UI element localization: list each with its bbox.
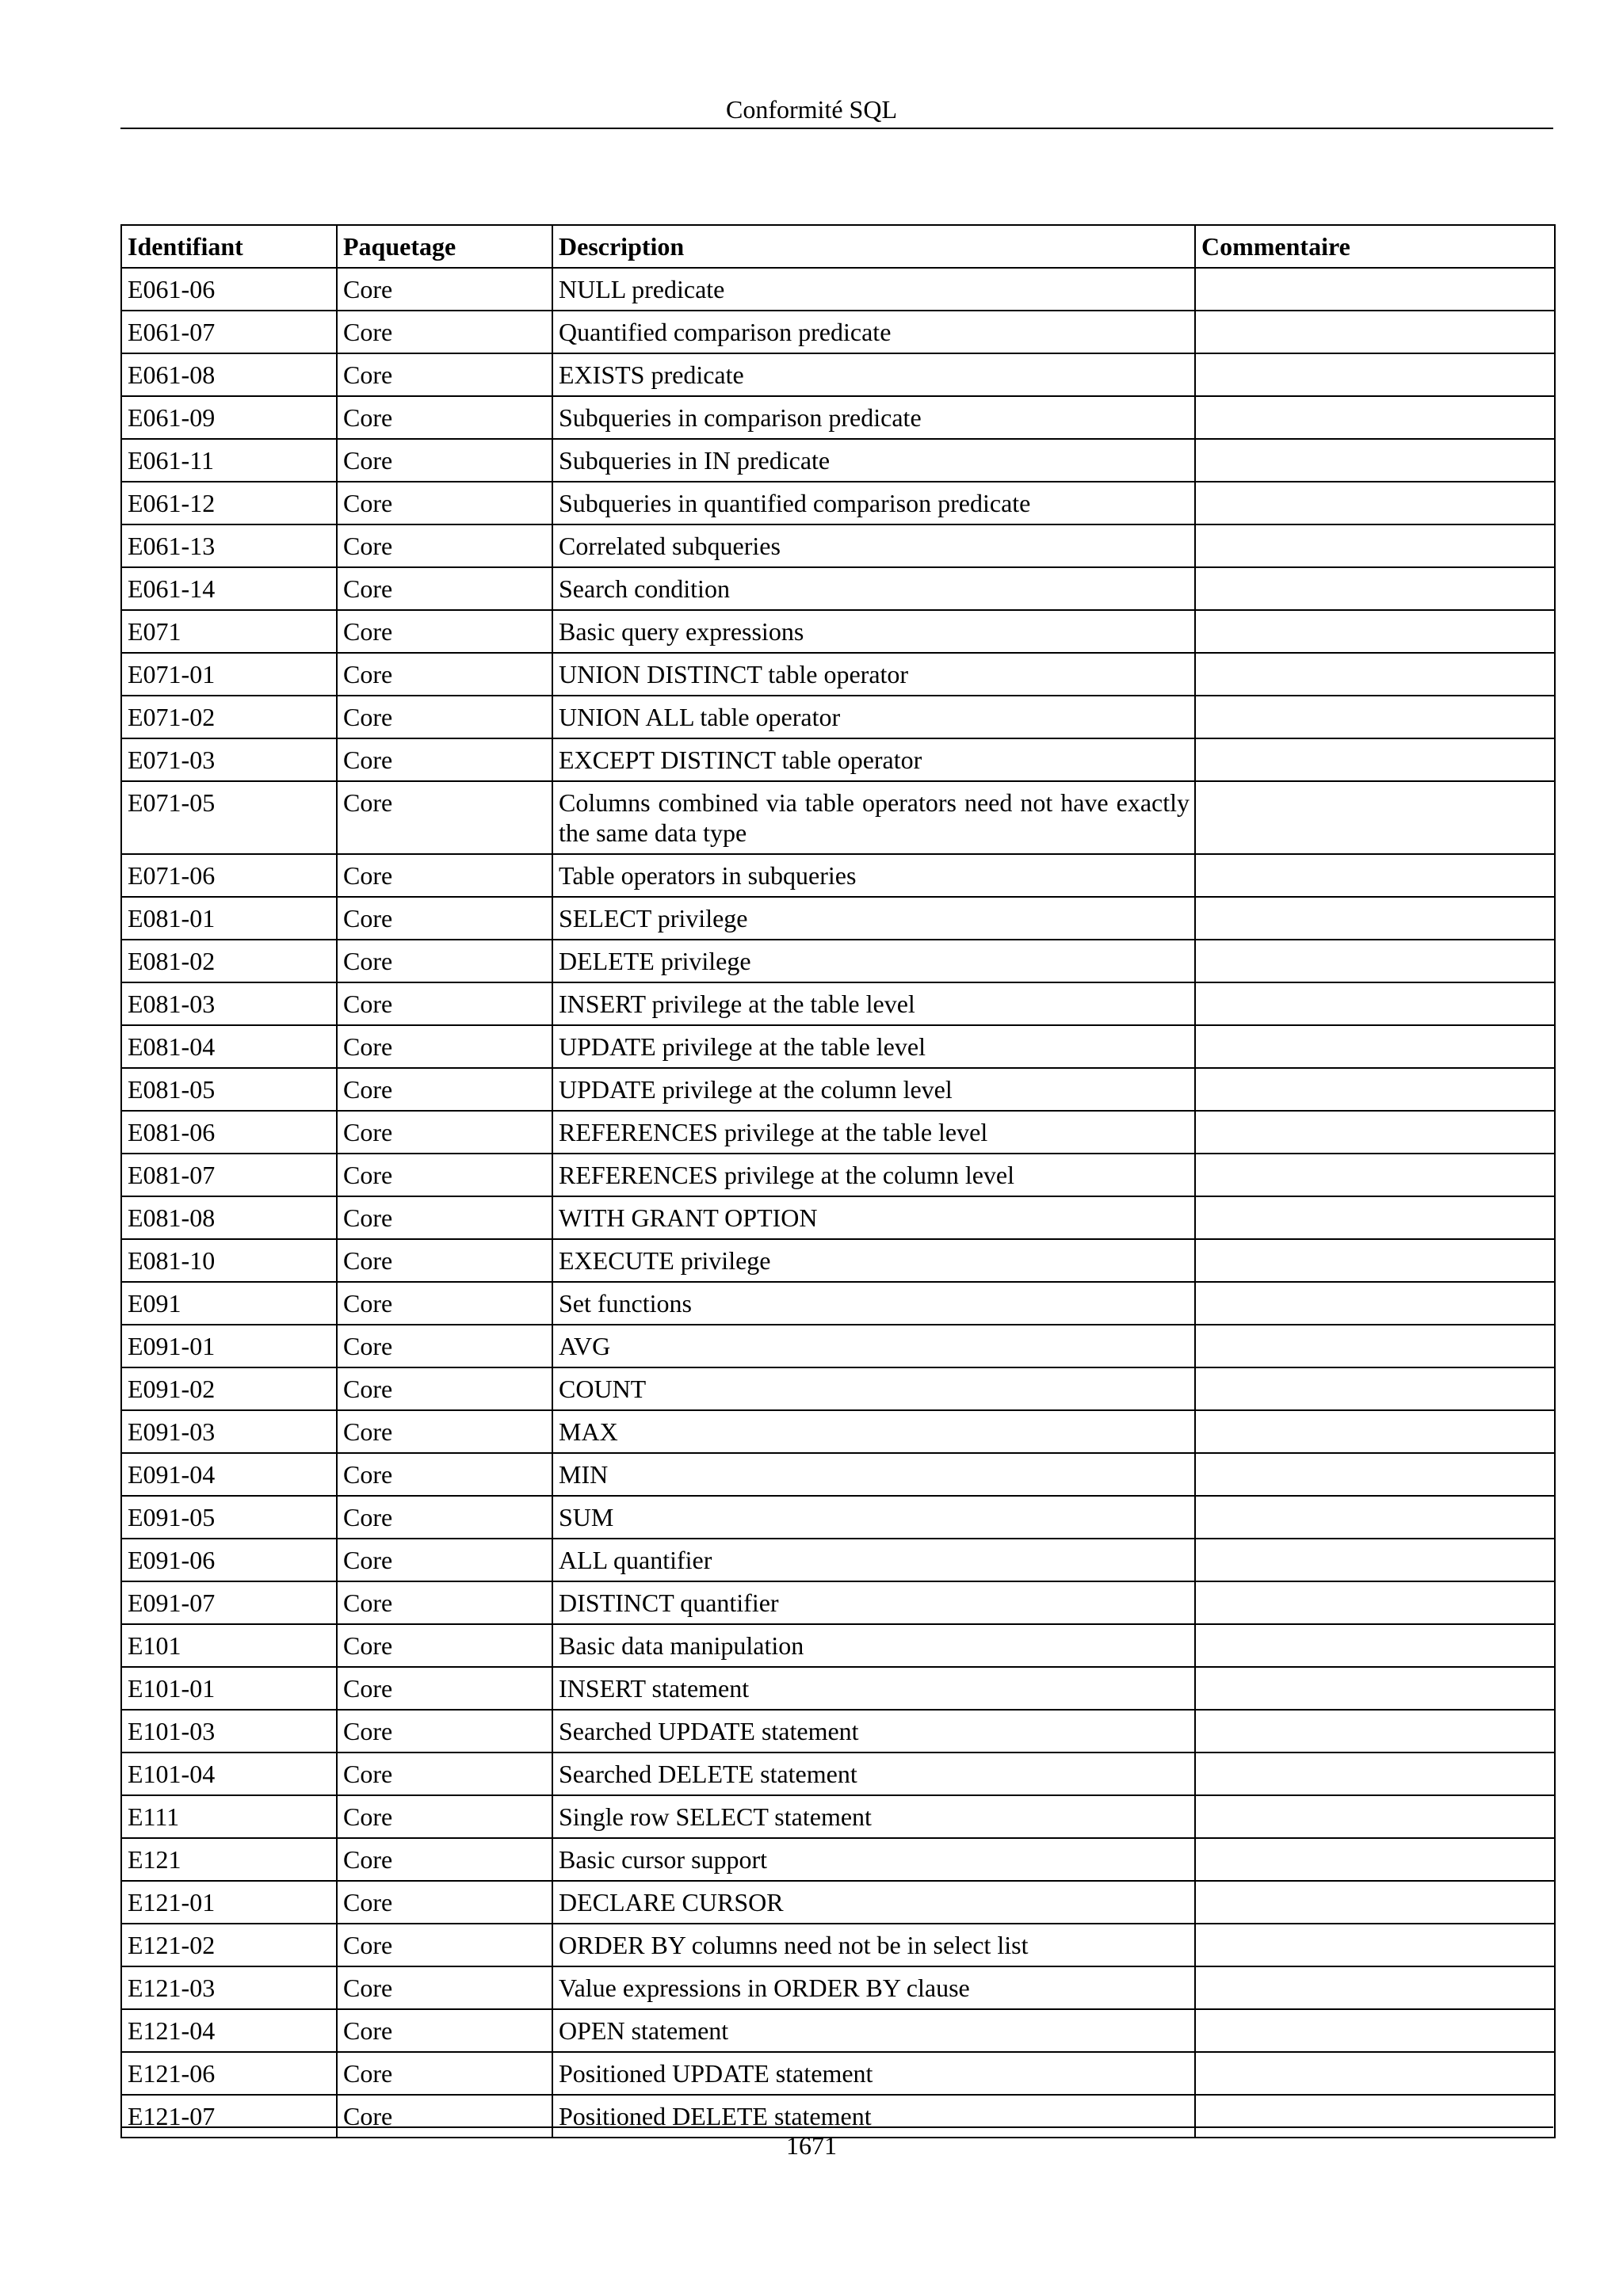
cell-identifiant: E121-06 (121, 2052, 337, 2095)
cell-paquetage: Core (337, 610, 552, 653)
cell-description: Basic cursor support (552, 1838, 1195, 1881)
table-row (121, 1795, 1555, 1838)
table-row (121, 311, 1555, 353)
cell-description: Set functions (552, 1282, 1195, 1325)
cell-description: UPDATE privilege at the table level (552, 1025, 1195, 1068)
table-row (121, 1924, 1555, 1966)
cell-description: Table operators in subqueries (552, 854, 1195, 897)
cell-identifiant: E081-07 (121, 1154, 337, 1196)
cell-commentaire (1195, 781, 1555, 854)
cell-paquetage: Core (337, 2009, 552, 2052)
cell-identifiant: E081-05 (121, 1068, 337, 1111)
table-row (121, 396, 1555, 439)
cell-paquetage: Core (337, 696, 552, 738)
table-row (121, 2052, 1555, 2095)
table-row (121, 1539, 1555, 1581)
table-row (121, 1667, 1555, 1710)
cell-identifiant: E121 (121, 1838, 337, 1881)
footer-divider (120, 2126, 1553, 2128)
cell-description: INSERT statement (552, 1667, 1195, 1710)
table-header (121, 225, 1555, 268)
table-row (121, 1624, 1555, 1667)
table-row (121, 940, 1555, 982)
cell-commentaire (1195, 1025, 1555, 1068)
cell-description: Searched DELETE statement (552, 1753, 1195, 1795)
cell-identifiant: E061-08 (121, 353, 337, 396)
cell-description: ALL quantifier (552, 1539, 1195, 1581)
table-row (121, 1367, 1555, 1410)
cell-commentaire (1195, 1667, 1555, 1710)
cell-paquetage: Core (337, 1624, 552, 1667)
table-row (121, 1154, 1555, 1196)
cell-commentaire (1195, 738, 1555, 781)
cell-identifiant: E091-07 (121, 1581, 337, 1624)
table-row (121, 439, 1555, 482)
cell-paquetage: Core (337, 854, 552, 897)
cell-commentaire (1195, 1539, 1555, 1581)
table-row (121, 1710, 1555, 1753)
conformance-table (120, 224, 1556, 2138)
cell-commentaire (1195, 854, 1555, 897)
cell-description: Subqueries in IN predicate (552, 439, 1195, 482)
cell-commentaire (1195, 1624, 1555, 1667)
cell-identifiant: E061-13 (121, 524, 337, 567)
table-row (121, 1581, 1555, 1624)
cell-identifiant: E081-01 (121, 897, 337, 940)
cell-paquetage: Core (337, 1282, 552, 1325)
cell-paquetage: Core (337, 1154, 552, 1196)
cell-identifiant: E121-02 (121, 1924, 337, 1966)
cell-description: DELETE privilege (552, 940, 1195, 982)
cell-description: EXISTS predicate (552, 353, 1195, 396)
cell-commentaire (1195, 396, 1555, 439)
cell-commentaire (1195, 482, 1555, 524)
table-row (121, 1453, 1555, 1496)
cell-paquetage: Core (337, 1496, 552, 1539)
cell-commentaire (1195, 1581, 1555, 1624)
cell-identifiant: E081-06 (121, 1111, 337, 1154)
cell-description: DISTINCT quantifier (552, 1581, 1195, 1624)
cell-commentaire (1195, 1282, 1555, 1325)
cell-identifiant: E061-12 (121, 482, 337, 524)
cell-paquetage: Core (337, 1239, 552, 1282)
cell-identifiant: E121-04 (121, 2009, 337, 2052)
cell-description: NULL predicate (552, 268, 1195, 311)
cell-identifiant: E081-04 (121, 1025, 337, 1068)
cell-description: OPEN statement (552, 2009, 1195, 2052)
table-body (121, 268, 1555, 2138)
cell-paquetage: Core (337, 1581, 552, 1624)
column-header-identifiant: Identifiant (121, 225, 337, 268)
cell-description: COUNT (552, 1367, 1195, 1410)
table-row (121, 738, 1555, 781)
cell-paquetage: Core (337, 1838, 552, 1881)
cell-commentaire (1195, 1154, 1555, 1196)
cell-commentaire (1195, 1881, 1555, 1924)
cell-paquetage: Core (337, 1111, 552, 1154)
cell-identifiant: E091-02 (121, 1367, 337, 1410)
table-row (121, 1410, 1555, 1453)
cell-identifiant: E091-01 (121, 1325, 337, 1367)
cell-paquetage: Core (337, 567, 552, 610)
table-row (121, 696, 1555, 738)
cell-description: Subqueries in comparison predicate (552, 396, 1195, 439)
table-row (121, 524, 1555, 567)
cell-paquetage: Core (337, 1325, 552, 1367)
table-row (121, 1111, 1555, 1154)
cell-paquetage: Core (337, 781, 552, 854)
cell-identifiant: E071-03 (121, 738, 337, 781)
cell-commentaire (1195, 1710, 1555, 1753)
cell-commentaire (1195, 311, 1555, 353)
cell-description: UPDATE privilege at the column level (552, 1068, 1195, 1111)
table-row (121, 1881, 1555, 1924)
cell-paquetage: Core (337, 482, 552, 524)
cell-identifiant: E101-03 (121, 1710, 337, 1753)
cell-description: SELECT privilege (552, 897, 1195, 940)
cell-identifiant: E081-08 (121, 1196, 337, 1239)
cell-commentaire (1195, 268, 1555, 311)
table-row (121, 854, 1555, 897)
cell-description: Value expressions in ORDER BY clause (552, 1966, 1195, 2009)
table-row (121, 1838, 1555, 1881)
cell-commentaire (1195, 610, 1555, 653)
table-row (121, 1068, 1555, 1111)
cell-description: DECLARE CURSOR (552, 1881, 1195, 1924)
cell-commentaire (1195, 940, 1555, 982)
cell-paquetage: Core (337, 1410, 552, 1453)
table-row (121, 1966, 1555, 2009)
cell-paquetage: Core (337, 738, 552, 781)
cell-paquetage: Core (337, 1966, 552, 2009)
cell-commentaire (1195, 897, 1555, 940)
cell-paquetage: Core (337, 1881, 552, 1924)
header-divider (120, 128, 1553, 129)
cell-paquetage: Core (337, 1025, 552, 1068)
cell-identifiant: E101-01 (121, 1667, 337, 1710)
cell-commentaire (1195, 1111, 1555, 1154)
cell-paquetage: Core (337, 268, 552, 311)
cell-identifiant: E121-03 (121, 1966, 337, 2009)
cell-description: Correlated subqueries (552, 524, 1195, 567)
cell-description: Basic data manipulation (552, 1624, 1195, 1667)
cell-commentaire (1195, 1196, 1555, 1239)
cell-description: Single row SELECT statement (552, 1795, 1195, 1838)
table-row (121, 268, 1555, 311)
cell-commentaire (1195, 1325, 1555, 1367)
table-row (121, 482, 1555, 524)
column-header-paquetage: Paquetage (337, 225, 552, 268)
cell-description: Columns combined via table operators need not have exactly the same data type (552, 781, 1195, 854)
table-row (121, 567, 1555, 610)
cell-commentaire (1195, 1239, 1555, 1282)
cell-description: Subqueries in quantified comparison predicate (552, 482, 1195, 524)
table-row (121, 1196, 1555, 1239)
page-header-title: Conformité SQL (726, 95, 897, 124)
cell-identifiant: E061-06 (121, 268, 337, 311)
cell-description: INSERT privilege at the table level (552, 982, 1195, 1025)
cell-identifiant: E061-14 (121, 567, 337, 610)
cell-paquetage: Core (337, 1667, 552, 1710)
table-row (121, 897, 1555, 940)
cell-paquetage: Core (337, 1753, 552, 1795)
table-row (121, 353, 1555, 396)
cell-paquetage: Core (337, 1068, 552, 1111)
table-header-row (121, 225, 1555, 268)
cell-paquetage: Core (337, 1539, 552, 1581)
cell-identifiant: E061-09 (121, 396, 337, 439)
cell-paquetage: Core (337, 1710, 552, 1753)
cell-identifiant: E091-06 (121, 1539, 337, 1581)
table-row (121, 982, 1555, 1025)
cell-paquetage: Core (337, 1924, 552, 1966)
cell-description: WITH GRANT OPTION (552, 1196, 1195, 1239)
cell-identifiant: E081-03 (121, 982, 337, 1025)
cell-identifiant: E081-02 (121, 940, 337, 982)
cell-description: Search condition (552, 567, 1195, 610)
cell-commentaire (1195, 1966, 1555, 2009)
cell-paquetage: Core (337, 1196, 552, 1239)
cell-commentaire (1195, 696, 1555, 738)
cell-description: UNION DISTINCT table operator (552, 653, 1195, 696)
table-row (121, 1025, 1555, 1068)
cell-identifiant: E061-07 (121, 311, 337, 353)
cell-paquetage: Core (337, 2052, 552, 2095)
cell-identifiant: E101 (121, 1624, 337, 1667)
cell-identifiant: E071-02 (121, 696, 337, 738)
cell-paquetage: Core (337, 353, 552, 396)
cell-paquetage: Core (337, 396, 552, 439)
cell-commentaire (1195, 353, 1555, 396)
cell-paquetage: Core (337, 524, 552, 567)
cell-identifiant: E061-11 (121, 439, 337, 482)
cell-commentaire (1195, 2052, 1555, 2095)
cell-description: UNION ALL table operator (552, 696, 1195, 738)
cell-commentaire (1195, 1068, 1555, 1111)
cell-paquetage: Core (337, 439, 552, 482)
cell-description: Positioned UPDATE statement (552, 2052, 1195, 2095)
cell-description: Quantified comparison predicate (552, 311, 1195, 353)
cell-commentaire (1195, 439, 1555, 482)
cell-description: REFERENCES privilege at the table level (552, 1111, 1195, 1154)
cell-commentaire (1195, 1795, 1555, 1838)
column-header-commentaire: Commentaire (1195, 225, 1555, 268)
table-row (121, 653, 1555, 696)
cell-commentaire (1195, 982, 1555, 1025)
cell-paquetage: Core (337, 1795, 552, 1838)
cell-identifiant: E071-01 (121, 653, 337, 696)
cell-commentaire (1195, 1453, 1555, 1496)
cell-identifiant: E091 (121, 1282, 337, 1325)
cell-identifiant: E091-05 (121, 1496, 337, 1539)
table-row (121, 1325, 1555, 1367)
table-row (121, 781, 1555, 854)
cell-identifiant: E121-01 (121, 1881, 337, 1924)
cell-identifiant: E071-06 (121, 854, 337, 897)
cell-paquetage: Core (337, 1453, 552, 1496)
cell-description: ORDER BY columns need not be in select list (552, 1924, 1195, 1966)
cell-identifiant: E091-03 (121, 1410, 337, 1453)
cell-commentaire (1195, 1410, 1555, 1453)
cell-identifiant: E081-10 (121, 1239, 337, 1282)
table-row (121, 610, 1555, 653)
cell-paquetage: Core (337, 940, 552, 982)
table-row (121, 1753, 1555, 1795)
cell-paquetage: Core (337, 897, 552, 940)
column-header-description: Description (552, 225, 1195, 268)
cell-paquetage: Core (337, 311, 552, 353)
table-row (121, 2009, 1555, 2052)
cell-description: Positioned DELETE statement (552, 2095, 1195, 2138)
cell-commentaire (1195, 1924, 1555, 1966)
page-number: 1671 (786, 2131, 837, 2160)
table-row (121, 1239, 1555, 1282)
cell-description: EXECUTE privilege (552, 1239, 1195, 1282)
cell-commentaire (1195, 653, 1555, 696)
cell-commentaire (1195, 1496, 1555, 1539)
cell-identifiant: E121-07 (121, 2095, 337, 2138)
cell-description: AVG (552, 1325, 1195, 1367)
cell-identifiant: E091-04 (121, 1453, 337, 1496)
cell-commentaire (1195, 567, 1555, 610)
cell-commentaire (1195, 524, 1555, 567)
cell-commentaire (1195, 1367, 1555, 1410)
cell-identifiant: E071-05 (121, 781, 337, 854)
cell-commentaire (1195, 2009, 1555, 2052)
cell-paquetage: Core (337, 653, 552, 696)
cell-description: EXCEPT DISTINCT table operator (552, 738, 1195, 781)
table-row (121, 1496, 1555, 1539)
cell-paquetage: Core (337, 1367, 552, 1410)
table-row (121, 1282, 1555, 1325)
cell-commentaire (1195, 1753, 1555, 1795)
cell-commentaire (1195, 1838, 1555, 1881)
cell-description: Searched UPDATE statement (552, 1710, 1195, 1753)
cell-identifiant: E111 (121, 1795, 337, 1838)
cell-description: Basic query expressions (552, 610, 1195, 653)
cell-paquetage: Core (337, 2095, 552, 2138)
cell-description: REFERENCES privilege at the column level (552, 1154, 1195, 1196)
cell-description: MAX (552, 1410, 1195, 1453)
cell-identifiant: E071 (121, 610, 337, 653)
cell-description: SUM (552, 1496, 1195, 1539)
cell-description: MIN (552, 1453, 1195, 1496)
cell-identifiant: E101-04 (121, 1753, 337, 1795)
cell-paquetage: Core (337, 982, 552, 1025)
